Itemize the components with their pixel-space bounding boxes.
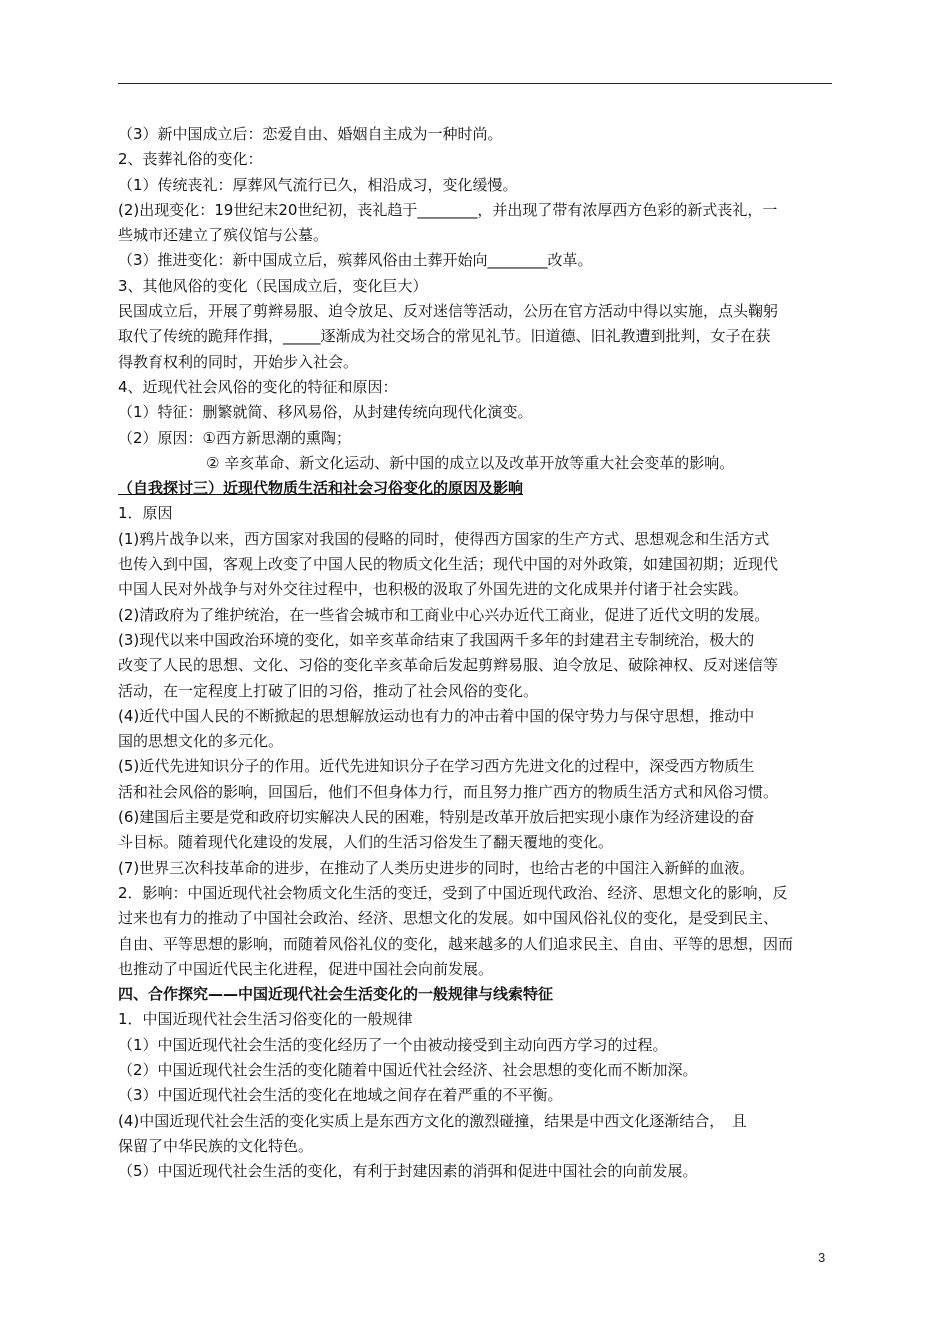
text-line: 过来也有力的推动了中国社会政治、经济、思想文化的发展。如中国风俗礼仪的变化，是受到民主、	[118, 909, 779, 928]
text-line: ② 辛亥革命、新文化运动、新中国的成立以及改革开放等重大社会变革的影响。	[206, 453, 735, 472]
section-heading-features: 4、近现代社会风俗的变化的特征和原因：	[118, 377, 398, 396]
text-line: （2）原因：①西方新思潮的熏陶；	[118, 428, 351, 447]
text-line: (7)世界三次科技革命的进步，在推动了人类历史进步的同时，也给古老的中国注入新鲜的血液。	[118, 858, 755, 877]
text-line: 些城市还建立了殡仪馆与公墓。	[118, 226, 329, 245]
text-line: （3）中国近现代社会生活的变化在地域之间存在着严重的不平衡。	[118, 1086, 563, 1105]
text-line: （3）新中国成立后：恋爱自由、婚姻自主成为一种时尚。	[118, 125, 503, 143]
text-line: 也传入到中国，客观上改变了中国人民的物质文化生活；现代中国的对外政策，如建国初期；近现代	[118, 555, 779, 574]
page-number: 3	[818, 1250, 826, 1265]
subheading-general-rules: 1．中国近现代社会生活习俗变化的一般规律	[118, 1010, 413, 1029]
text-line: 自由、平等思想的影响，而随着风俗礼仪的变化，越来越多的人们追求民主、自由、平等的思想，因而	[118, 934, 794, 953]
text-line: 取代了传统的跪拜作揖，_____逐渐成为社交场合的常见礼节。旧道德、旧礼教遭到批判，女子在获	[118, 327, 771, 346]
text-line: （5）中国近现代社会生活的变化，有利于封建因素的消弭和促进中国社会的向前发展。	[118, 1162, 698, 1181]
text-line: 也推动了中国近代民主化进程，促进中国社会向前发展。	[118, 959, 494, 978]
text-line: (3)现代以来中国政治环境的变化，如辛亥革命结束了我国两千多年的封建君主专制统治，极大的	[118, 630, 755, 649]
text-line: (2)出现变化：19世纪末20世纪初，丧礼趋于________，并出现了带有浓厚西方色彩的新式丧礼，一	[118, 200, 778, 219]
document-body	[118, 122, 834, 1184]
section-heading-cooperative-inquiry: 四、合作探究——中国近现代社会生活变化的一般规律与线索特征	[118, 985, 554, 1004]
text-line: (4)中国近现代社会生活的变化实质上是东西方文化的激烈碰撞，结果是中西文化逐渐结合， 且	[118, 1111, 747, 1130]
text-line: 得教育权利的同时，开始步入社会。	[118, 352, 359, 371]
text-line: (5)近代先进知识分子的作用。近代先进知识分子在学习西方先进文化的过程中，深受西方物质生	[118, 757, 755, 776]
text-line: （1）中国近现代社会生活的变化经历了一个由被动接受到主动向西方学习的过程。	[118, 1035, 668, 1054]
text-line: (4)近代中国人民的不断掀起的思想解放运动也有力的冲击着中国的保守势力与保守思想，推动中	[118, 706, 755, 725]
text-line: （1）特征：删繁就简、移风易俗，从封建传统向现代化演变。	[118, 403, 533, 422]
text-line: 活和社会风俗的影响，回国后，他们不但身体力行，而且努力推广西方的物质生活方式和风俗习惯。	[118, 782, 779, 801]
text-line: 民国成立后，开展了剪辫易服、迫令放足、反对迷信等活动，公历在官方活动中得以实施，点头鞠躬	[118, 302, 779, 321]
text-line: 活动，在一定程度上打破了旧的习俗，推动了社会风俗的变化。	[118, 681, 539, 700]
subheading-causes: 1．原因	[118, 504, 173, 523]
text-line: (2)清政府为了维护统治，在一些省会城市和工商业中心兴办近代工商业，促进了近代文明的发展。	[118, 605, 770, 624]
text-line: (1)鸦片战争以来，西方国家对我国的侵略的同时，使得西方国家的生产方式、思想观念和生活方式	[118, 529, 770, 548]
text-line: 保留了中华民族的文化特色。	[118, 1136, 314, 1155]
text-line: 改变了人民的思想、文化、习俗的变化辛亥革命后发起剪辫易服、迫令放足、破除神权、反对迷信等	[118, 656, 779, 675]
section-heading-funeral: 2、丧葬礼俗的变化：	[118, 150, 263, 169]
text-line: 国的思想文化的多元化。	[118, 732, 284, 751]
subheading-impact: 2．影响：中国近现代社会物质文化生活的变迁，受到了中国近现代政治、经济、思想文化的影响，反	[118, 883, 788, 902]
section-heading-self-study-3: （自我探讨三）近现代物质生活和社会习俗变化的原因及影响	[118, 479, 524, 498]
text-line: (6)建国后主要是党和政府切实解决人民的困难，特别是改革开放后把实现小康作为经济建设的奋	[118, 808, 755, 827]
text-line: （3）推进变化：新中国成立后，殡葬风俗由土葬开始向________改革。	[118, 251, 593, 270]
text-line: 中国人民对外战争与对外交往过程中，也积极的汲取了外国先进的文化成果并付诸于社会实践。	[118, 580, 749, 599]
header-rule	[118, 83, 832, 84]
text-line: 斗目标。随着现代化建设的发展，人们的生活习俗发生了翻天覆地的变化。	[118, 833, 614, 852]
section-heading-other-customs: 3、其他风俗的变化（民国成立后，变化巨大）	[118, 276, 428, 295]
text-line: （2）中国近现代社会生活的变化随着中国近代社会经济、社会思想的变化而不断加深。	[118, 1060, 698, 1079]
text-line: （1）传统丧礼：厚葬风气流行已久，相沿成习，变化缓慢。	[118, 175, 518, 194]
